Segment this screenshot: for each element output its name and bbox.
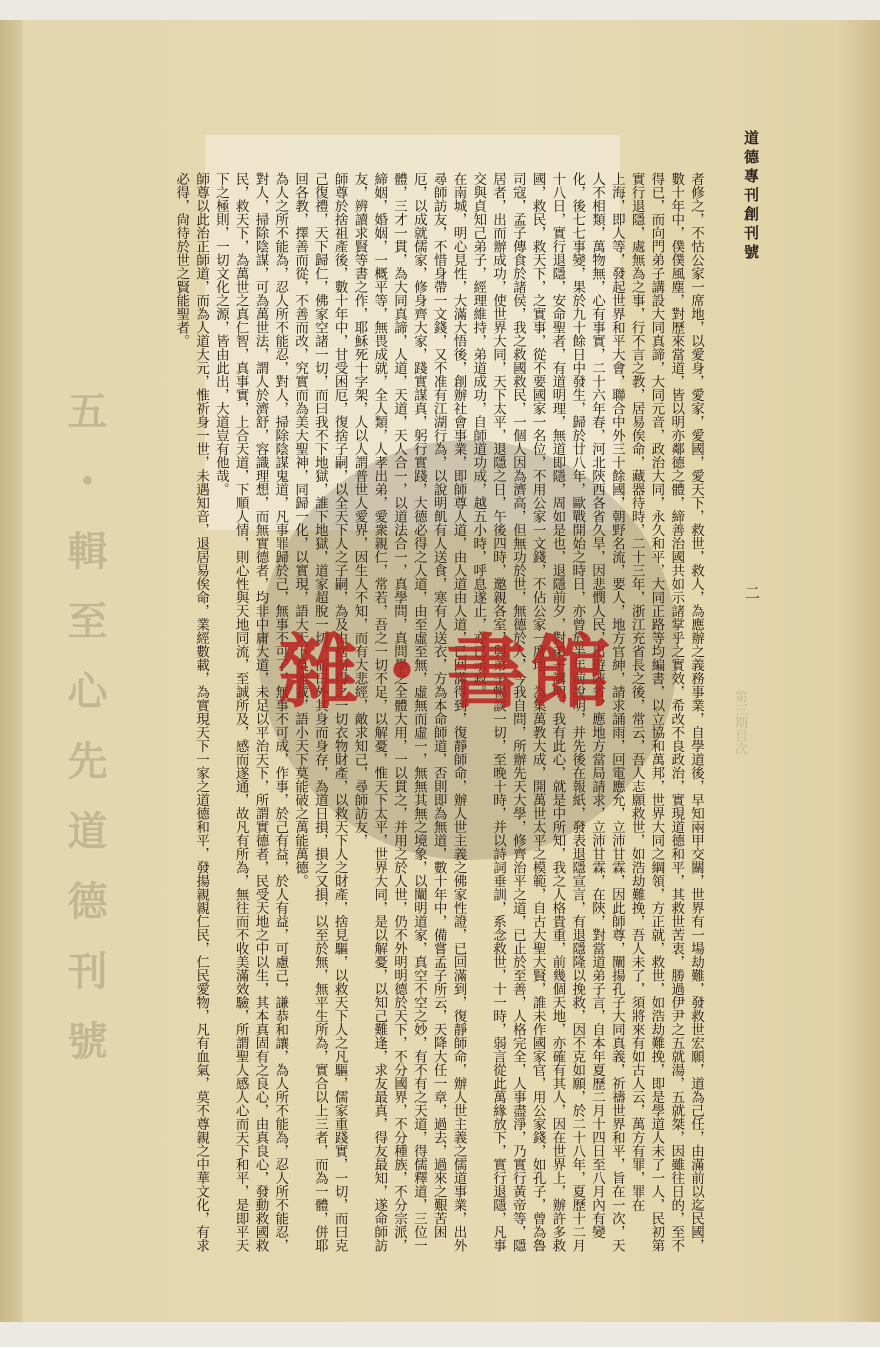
page-fold bbox=[0, 20, 22, 1322]
library-watermark-stamp bbox=[276, 618, 616, 728]
paragraph: 為人之所不能為，忍人所不能忍，對人，掃除陰謀鬼道，凡事罪歸於己，無事不可了，無事不可成，作事，於己有益，於人有益，可慮己，謙恭和讓，為人所不能為，忍人所不能忍，對人，掃除陰謀，可為萬世法，謂人於濟舒，容識理想，而無實德者，均非中庸大道，未足以平治天下，所謂實德者，民受天地之中以生，其本真固有之良心，由真良心，發動救國救民，救天下，為萬世之真仁智，真事實，上合天道，下順人情，則心性與天地同流，至誠所及，感而遂通，故凡有所為，無往而不收美滿效驗，所謂聖人感人心而天下和平，是即平天下之極則，一切文化之源，皆由此出，大道豈有他哉。 bbox=[212, 172, 289, 1252]
paragraph: 師尊以此治正師道，而為人道大元，惟祈身一世，未遇知音，退居易俟命，業經數載，為實現天下一家之道德和平，發揚親親仁民，仁民愛物，凡有血氣，莫不尊親之中華文化，有求必得，尙待於世之賢能聖者。 bbox=[173, 172, 210, 1252]
paragraph: 上海，即人等，發起世界和平大會，聯合中外三十餘國，朝野名流，要人，地方官紳，請求誦雨，回電應允，立沛甘霖，因此師尊，闡揚孔子大同真義，祈禱世界和平，旨在一次，天人不相類，萬物無，心有事實，二十六年春，河北陝西各省久旱，因悲憫人民，出遊陝省，應地方當局請求，立沛甘霖，在陝，對當道弟子言，自本年夏歷二月十四日至八月內有變化，後七七事變，果於九十餘日中發生，歸於廿八年，歐戰開始之時日，亦曾於半年前說明，并先後在報紙，發表退隱宣言，有退隱隆以挽救，因不克如願，於二十八年，夏歷十二月十八日，實行退隱，安命聖者，有道明理，無道即隱，周如是也，退隱前夕，對弟子講明，我有此心，就是中所知，我之人格貴重，前幾個天地，亦確有其人，因在世界上，辦許多救國，救民，救天下，之實事，從不要國家一名位，不用公家一文錢，不佔公家一席地，為集萬教大成，開萬世太平之模範，自古大聖大賢，誰未作國家官，用公家錢，如孔子，曾為魯司寇，孟子傳食於諸侯，我之救國救民，一個人因為濟高，但無功於世，無德於人，今我自問，所辦先天大學，修齊治平之道，已止於至善，人格完全，人事盡淨，乃實行黃帝等，隱居者，出而辦成功，使世界大同，天下太平，退隱之日，午後四時，邀親各室，與弟子暢談一切，至晚十時，并以詩詞垂訓，系念救世，十一時，弱言從此萬緣放下，實行退隱，凡事交與貞知己弟子，經理維持，弟道成功，自師道功成，越五小時，呼息遂止，亦已示寂。 bbox=[470, 172, 625, 1252]
scan-bottom-margin bbox=[0, 1322, 880, 1347]
bleed-through-header: 五・輯至心先道德刊號 bbox=[61, 390, 108, 1090]
bleed-through-column: 第三期目次 bbox=[732, 690, 747, 755]
paragraph: 師尊於捨祖產後，數十年中，甘受困厄，復捨子嗣，以全天下人之子嗣，為及由捨而得之一切衣物財產，以救天下人之財產，捨見驅，以救天下人之凡驅，儒家重踐實，一切，而曰克己復禮，天下歸仁，佛家空諸一切，而曰我不下地獄，誰下地獄，道家超脫一切，而曰外其身而身存，為道日損，損之又損，以至於無，無平生所為，實合以上三者，而為一體，併耶回各教，擇善而從，不善而改，究實而為美大聖神，同歸一化，以實現，語大天下莫能載，語小天下莫能破之萬能萬德。 bbox=[292, 172, 348, 1252]
paragraph: 者修之，不怙公家一席地，以愛身，愛家，愛國，愛天下，救世，救人，為應辦之義務事業，自學道後，早知兩甲交關，世界有一場劫難，發救世宏願，道為己任，由滿前以迄民國，數十年中，僕僕風塵，對歷來當道，皆以明亦鄰德之體，締善治國共如示諸掌乎之實效，希改不良政治，實現道德和平，其救世苦衷，勝過伊尹之五就湯，五就桀，因雖往日的，至不得已，而向門弟子講設大同真諦，大同元音，政治大同，永久和平，大同正路等均編書，以立協和萬邦，世界大同之綱領，方正就，救世，如浩劫難挽，即是學道人未了一人，民初第實行退隱，處無為之事，行不言之教，居易俟命，藏器待時，二十三年，浙江充省長之後，常云，吾人志願救世，如浩劫難挽，吾人未了，須將來有如古人云，萬方有罪，罪在 bbox=[628, 172, 704, 1252]
svg-text:雜・書館: 雜・書館 bbox=[278, 625, 614, 719]
page-number: 二 bbox=[743, 585, 761, 600]
paragraph: 在南城，明心見性，大滿大悟後，創辦社會事業，即師尊人道，由人道由人道，已回滿得到，復靜師命，辦人世主義之佛家性證，已回滿到，復靜師命，辦人世主義之儒道事業，出外尋師訪友，不惜身帶一文錢，又不准有江湖行為，以說明飢有人送食，寒有人送衣，方為本命師道，否則即為無道，數十年中，備嘗孟子所云，天降大任一章，過去，過來之艱苦困厄，以成就儒家，修身齊大家，踐實謀真，躬行實踐，大德必得之人道，由至虛至無，虛無而虛一，無無其無之境象，以闡明道家，真空不空之妙，有不有之天道，得儒釋道，三位一體，三才一貫，為大同真諦，人道，天道，天人合一，以道法合一，真學問，真問學之全體大用，一以貫之，并用之於人世，仍不外明明德於天下，不分國界，不分種族，不分宗派，締姻，婚姻，一概平等，無畏成就，全人類，人孝出弟，愛衆親仁，常若，吾之一切不足，以解憂，惟天下太平，世界大同，是以解憂，以知己難逢，求友最真，得友最知，遂命師訪友，辨讀求賢等書之作，耶穌死十字架，人以人謂普世人愛界，因生人不知，而有大悲經，敵求知己，尋師訪友， bbox=[351, 172, 467, 1252]
scan-top-margin bbox=[0, 0, 880, 20]
running-header: 道德專刊創刊號 bbox=[742, 130, 760, 263]
